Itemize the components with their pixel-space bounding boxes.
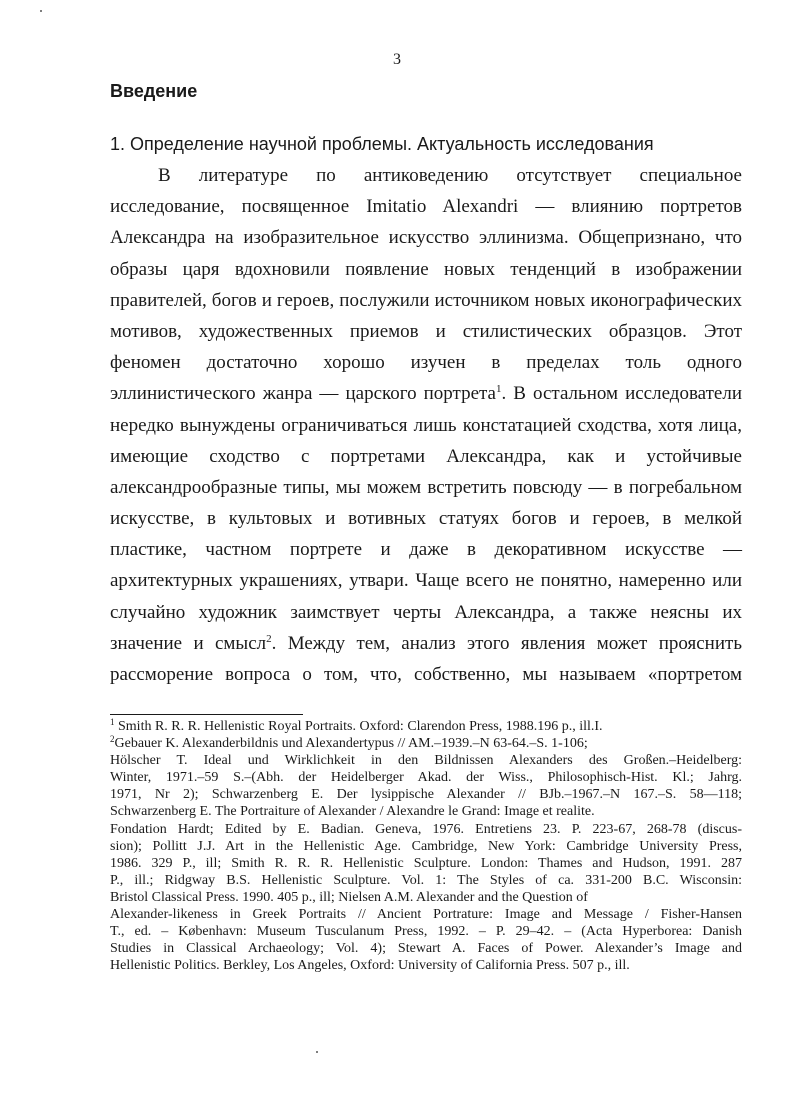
text-segment: . Между тем, анализ этого явления может прояснить <box>271 632 742 654</box>
footnote-line: 1971, Nr 2); Schwarzenberg E. Der lysippische Alexander // BJb.–1967.–N 167.–S. 58—118; <box>110 787 742 803</box>
footnote-mark: 1 <box>110 717 115 727</box>
footnote-line: Studies in Classical Archaeology; Vol. 4); Stewart A. Faces of Power. Alexander’s Image and <box>110 941 742 957</box>
text-line: исследование, посвященное Imitatio Alexandri — влиянию портретов <box>110 196 742 218</box>
footnote-text: Smith R. R. R. Hellenistic Royal Portraits. Oxford: Clarendon Press, 1988.196 p., ill.I. <box>118 719 603 734</box>
body-text <box>110 160 742 690</box>
text-line: В литературе по антиковедению отсутствует специальное <box>158 165 742 186</box>
text-line: случайно художник заимствует черты Александра, а также неясны их <box>110 601 742 623</box>
text-line: александрообразные типы, мы можем встретить повсюду — в погребальном <box>110 476 742 498</box>
page-title: Введение <box>110 81 198 101</box>
footnote-text: Gebauer K. Alexanderbildnis und Alexandertypus // AM.–1939.–N 63-64.–S. 1-106; <box>114 736 588 752</box>
text-line: архитектурных украшениях, утвари. Чаще всего не понятно, намеренно или <box>110 570 742 592</box>
footnote-line: T., ed. – København: Museum Tusculanum Press, 1992. – P. 29–42. – (Acta Hyperborea: Danish <box>110 924 742 940</box>
footnote-ref: 2 <box>266 632 272 645</box>
scan-speck <box>316 1051 318 1053</box>
footnotes <box>110 718 742 974</box>
text-line <box>110 628 742 659</box>
text-line: мотивов, художественных приемов и стилистических образцов. Этот <box>110 320 742 342</box>
footnote-line: Schwarzenberg E. The Portraiture of Alexander / Alexandre le Grand: Image et realite. <box>110 804 595 820</box>
footnote <box>110 718 742 735</box>
text-line <box>110 378 742 409</box>
text-line: имеющие сходство с портретами Александра, как и устойчивые <box>110 445 742 467</box>
text-line: рассморение вопроса о том, что, собственно, мы называем «портретом <box>110 664 742 685</box>
footnote-separator <box>110 714 303 715</box>
text-line: искусстве, в культовых и вотивных статуях богов и героев, в мелкой <box>110 508 742 530</box>
text-line: образы царя вдохновили появление новых тенденций в изображении <box>110 258 742 280</box>
footnote-line: Bristol Classical Press. 1990. 405 p., ill; Nielsen A.M. Alexander and the Question of <box>110 889 588 905</box>
text-segment: эллинистического жанра — царского портрета <box>110 383 496 405</box>
text-line: правителей, богов и героев, послужили источником новых иконографических <box>110 289 742 311</box>
page-number: 3 <box>393 51 401 68</box>
footnote-line: Alexander-likeness in Greek Portraits // Ancient Portrature: Image and Message / Fisher-Hansen <box>110 907 742 923</box>
footnote-line: Fondation Hardt; Edited by E. Badian. Geneva, 1976. Entretiens 23. P. 223-67, 268-78 (discus- <box>110 821 742 837</box>
text-segment: . В остальном исследователи <box>501 383 742 405</box>
footnote-mark: 2 <box>110 734 115 745</box>
text-line: нередко вынуждены ограничиваться лишь констатацией сходства, хотя лица, <box>110 414 742 436</box>
footnote-line: 1986. 329 P., ill; Smith R. R. R. Hellenistic Sculpture. London: Thames and Hudson, 1991. 287 <box>110 855 742 871</box>
footnote <box>110 735 742 752</box>
footnote-line: Hellenistic Politics. Berkley, Los Angeles, Oxford: University of California Press. 507 p., ill. <box>110 958 630 974</box>
footnote-ref: 1 <box>496 383 502 396</box>
text-line: феномен достаточно хорошо изучен в пределах толь одного <box>110 352 742 374</box>
scan-speck <box>40 10 42 12</box>
text-segment: значение и смысл <box>110 632 267 654</box>
footnote-line: Winter, 1971.–59 S.–(Abh. der Heidelberger Akad. der Wiss., Philosophisch-Hist. Kl.; Jahrg. <box>110 770 742 786</box>
footnote-line: P., ill.; Ridgway B.S. Hellenistic Sculpture. Vol. 1: The Styles of ca. 331-200 B.C. Wisconsin: <box>110 872 742 888</box>
text-line: Александра на изобразительное искусство эллинизма. Общепризнано, что <box>110 227 742 249</box>
footnote-line: sion); Pollitt J.J. Art in the Hellenistic Age. Cambridge, New York: Cambridge University Press, <box>110 838 742 854</box>
section-heading: 1. Определение научной проблемы. Актуальность исследования <box>110 134 654 154</box>
text-line: пластике, частном портрете и даже в декоративном искусстве — <box>110 539 742 561</box>
footnote-line: Hölscher T. Ideal und Wirklichkeit in den Bildnissen Alexanders des Großen.–Heidelberg: <box>110 753 742 769</box>
